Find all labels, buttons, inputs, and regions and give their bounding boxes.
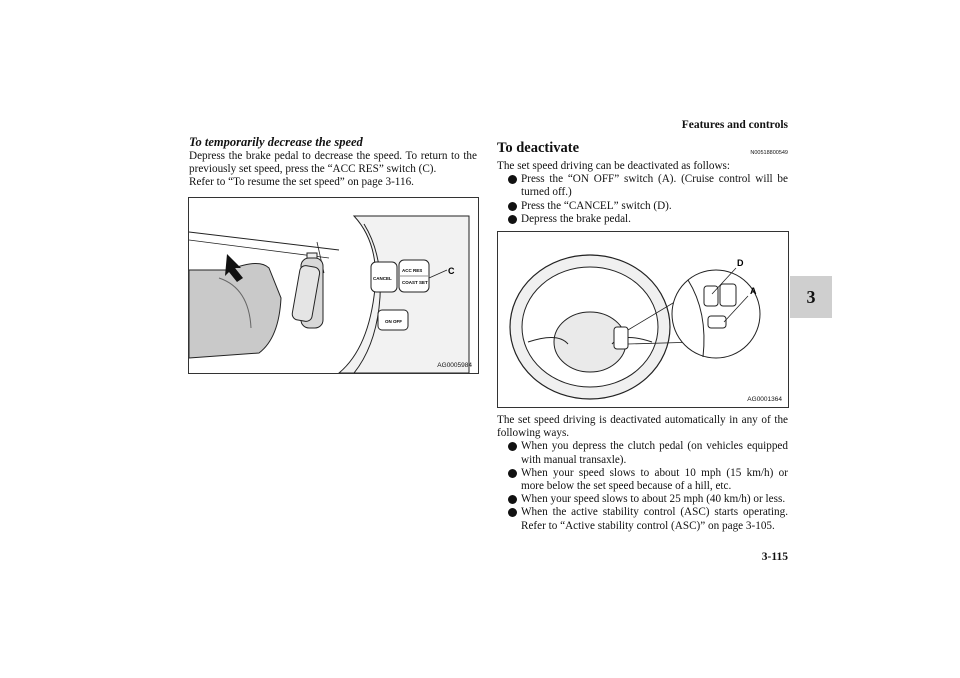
list-item: Press the “ON OFF” switch (A). (Cruise control will be turned off.) <box>497 173 788 199</box>
list-item: When your speed slows to about 25 mph (40 km/h) or less. <box>497 493 788 506</box>
bullet-icon <box>508 495 517 504</box>
cross-reference: Refer to “To resume the set speed” on page 3-116. <box>189 176 414 189</box>
list-item: When the active stability control (ASC) starts operating. Refer to “Active stability control (ASC)” on page 3-105. <box>497 506 788 532</box>
section-reference-code: N00518800549 <box>750 150 788 156</box>
callout-c: C <box>448 266 455 276</box>
right-section <box>497 140 788 226</box>
figure-steering-wheel <box>497 231 789 408</box>
section-heading-deactivate <box>497 140 788 156</box>
figure-code: AG0001364 <box>747 396 782 403</box>
section-heading-decrease-speed: To temporarily decrease the speed <box>189 135 363 149</box>
figure-code: AG0005984 <box>437 362 472 369</box>
cancel-switch-label: CANCEL <box>373 276 392 281</box>
chapter-number: 3 <box>806 286 816 307</box>
page-number: 3-115 <box>761 551 788 563</box>
illustration-brake-and-switch <box>189 198 478 373</box>
figure-brake-pedal-switch <box>188 197 479 374</box>
acc-res-switch-label: ACC RES <box>402 268 423 273</box>
list-item: When you depress the clutch pedal (on vehicles equipped with manual transaxle). <box>497 440 788 466</box>
bullet-icon <box>508 469 517 478</box>
section-heading-text: To deactivate <box>497 140 580 156</box>
bullet-icon <box>508 175 517 184</box>
chapter-tab <box>790 276 832 318</box>
running-header: Features and controls <box>681 119 788 131</box>
intro-paragraph: The set speed driving can be deactivated as follows: <box>497 160 730 172</box>
illustration-steering-wheel <box>498 232 788 407</box>
callout-d: D <box>737 258 744 268</box>
list-item: Press the “CANCEL” switch (D). <box>497 200 788 213</box>
bullet-icon <box>508 508 517 517</box>
bullet-icon <box>508 202 517 211</box>
auto-deactivation-section <box>497 414 788 533</box>
callout-a: A <box>750 286 757 296</box>
on-off-switch-label: ON OFF <box>385 319 402 324</box>
list-item: When your speed slows to about 10 mph (15 km/h) or more below the set speed because of a hill, etc. <box>497 467 788 493</box>
body-paragraph: Depress the brake pedal to decrease the speed. To return to the previously set speed, press the “ACC RES” switch (C). <box>189 150 477 176</box>
bullet-icon <box>508 215 517 224</box>
list-item: Depress the brake pedal. <box>497 213 788 226</box>
bullet-icon <box>508 442 517 451</box>
left-section <box>189 135 477 190</box>
intro-paragraph-2: The set speed driving is deactivated automatically in any of the following ways. <box>497 414 788 440</box>
coast-set-switch-label: COAST SET <box>402 280 428 285</box>
